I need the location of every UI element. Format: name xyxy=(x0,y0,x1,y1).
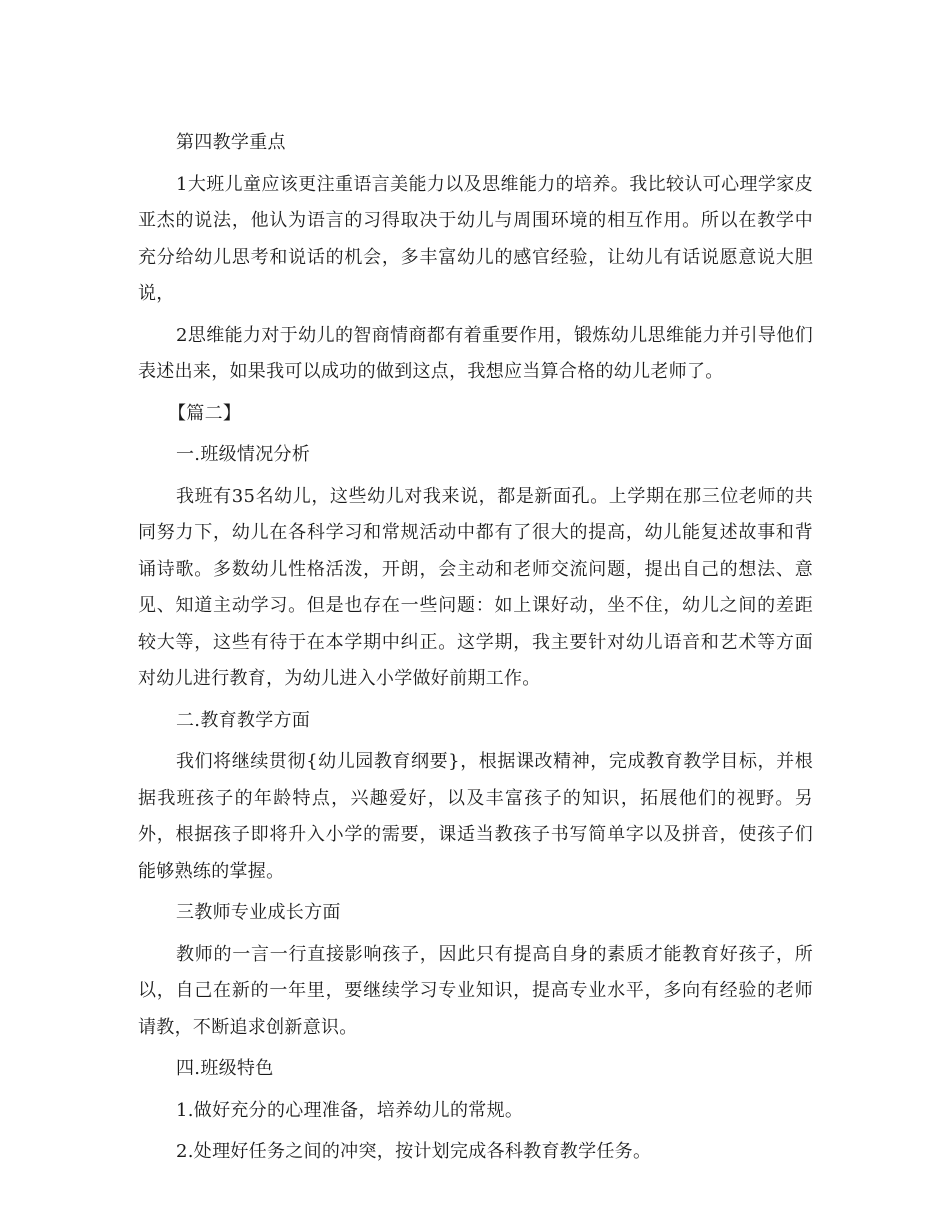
paragraph: 教师的一言一行直接影响孩子，因此只有提高自身的素质才能教育好孩子，所以，自己在新的一年里，要继续学习专业知识，提高专业水平，多向有经验的老师请教，不断追求创新意识。 xyxy=(138,943,813,1038)
section-heading-class-features: 四.班级特色 xyxy=(176,1058,274,1079)
section-heading-education: 二.教育教学方面 xyxy=(176,709,311,731)
section-heading-teaching-focus: 第四教学重点 xyxy=(176,132,286,153)
list-item: 1.做好充分的心理准备，培养幼儿的常规。 xyxy=(176,1099,524,1121)
section-heading-teacher-growth: 三教师专业成长方面 xyxy=(176,902,341,923)
paragraph: 1大班儿童应该更注重语言美能力以及思维能力的培养。我比较认可心理学家皮亚杰的说法，他认为语言的习得取决于幼儿与周围环境的相互作用。所以在教学中充分给幼儿思考和说话的机会，多丰富幼儿的感官经验，让幼儿有话说愿意说大胆说， xyxy=(138,173,813,304)
document-body xyxy=(138,125,813,1176)
paragraph: 我们将继续贯彻{幼儿园教育纲要}，根据课改精神，完成教育教学目标，并根据我班孩子的年龄特点，兴趣爱好，以及丰富孩子的知识，拓展他们的视野。另外，根据孩子即将升入小学的需要，课适当教孩子书写简单字以及拼音，使孩子们能够熟练的掌握。 xyxy=(138,751,813,882)
list-item: 2.处理好任务之间的冲突，按计划完成各科教育教学任务。 xyxy=(176,1141,652,1162)
paragraph: 2思维能力对于幼儿的智商情商都有着重要作用，锻炼幼儿思维能力并引导他们表述出来，如果我可以成功的做到这点，我想应当算合格的幼儿老师了。 xyxy=(138,324,813,382)
paragraph: 我班有35名幼儿，这些幼儿对我来说，都是新面孔。上学期在那三位老师的共同努力下，幼儿在各科学习和常规活动中都有了很大的提高，幼儿能复述故事和背诵诗歌。多数幼儿性格活泼，开朗，会主动和老师交流问题，提出自己的想法、意见、知道主动学习。但是也存在一些问题：如上课好动，坐不住，幼儿之间的差距较大等，这些有待于在本学期中纠正。这学期，我主要针对幼儿语音和艺术等方面对幼儿进行教育，为幼儿进入小学做好前期工作。 xyxy=(138,485,813,689)
part-heading: 【篇二】 xyxy=(168,402,242,424)
section-heading-class-analysis: 一.班级情况分析 xyxy=(176,444,311,465)
